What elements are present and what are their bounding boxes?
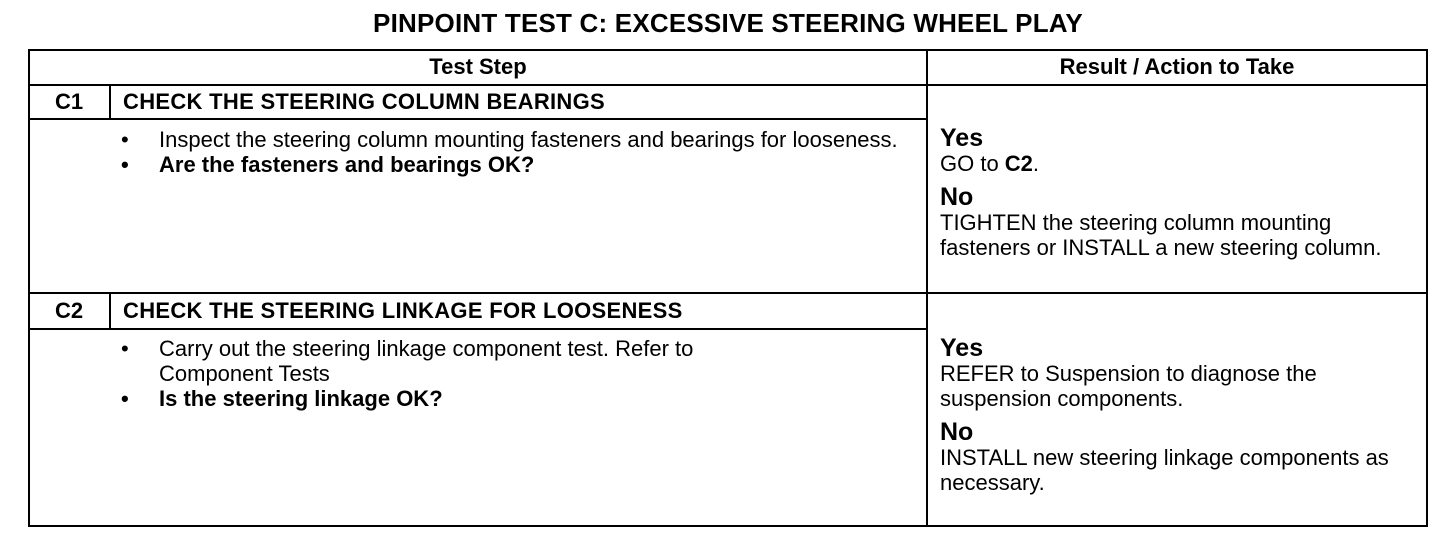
- step-c2-bullets: [121, 336, 811, 411]
- header-divider: [28, 84, 1428, 86]
- step-c1-result: [940, 125, 1410, 268]
- list-item: [121, 127, 911, 152]
- yes-action: [940, 151, 1410, 176]
- page-title: PINPOINT TEST C: EXCESSIVE STEERING WHEEL PLAY: [373, 8, 1083, 38]
- test-step-header: Test Step: [429, 54, 527, 79]
- list-item: [121, 386, 811, 411]
- bullet-icon: •: [121, 386, 129, 411]
- list-item: [121, 336, 811, 386]
- step-divider: [28, 292, 1428, 294]
- step-c1-question: Are the fasteners and bearings OK?: [159, 152, 535, 177]
- step-title-c2: CHECK THE STEERING LINKAGE FOR LOOSENESS: [123, 298, 683, 323]
- column-divider: [926, 49, 928, 527]
- step-c2-instruction: Carry out the steering linkage component test. Refer to Component Tests: [159, 336, 694, 386]
- yes-action-suffix: .: [1032, 151, 1040, 176]
- yes-action: REFER to Suspension to diagnose the suspension components.: [940, 361, 1317, 411]
- c1-title-divider: [28, 118, 928, 120]
- step-id-c1: C1: [54, 89, 84, 114]
- step-reference-c2: C2: [1004, 151, 1033, 176]
- bullet-icon: •: [121, 127, 129, 152]
- step-c1-bullets: [121, 127, 911, 177]
- yes-action-text: GO to: [940, 151, 1005, 176]
- no-label: No: [940, 418, 974, 446]
- yes-label: Yes: [940, 334, 984, 362]
- bullet-icon: •: [121, 336, 129, 361]
- list-item: [121, 152, 911, 177]
- step-title-c1: CHECK THE STEERING COLUMN BEARINGS: [123, 89, 605, 114]
- step-c2-result: [940, 335, 1410, 503]
- bullet-icon: •: [121, 152, 129, 177]
- no-action: INSTALL new steering linkage components as necessary.: [940, 445, 1389, 495]
- no-action: TIGHTEN the steering column mounting fasteners or INSTALL a new steering column.: [940, 210, 1382, 260]
- c2-title-divider: [28, 328, 928, 330]
- no-label: No: [940, 183, 974, 211]
- result-header: Result / Action to Take: [1059, 54, 1295, 79]
- step-c1-instruction: Inspect the steering column mounting fasteners and bearings for looseness.: [159, 127, 898, 152]
- yes-label: Yes: [940, 124, 984, 152]
- step-c2-question: Is the steering linkage OK?: [159, 386, 443, 411]
- step-id-c2: C2: [54, 298, 84, 323]
